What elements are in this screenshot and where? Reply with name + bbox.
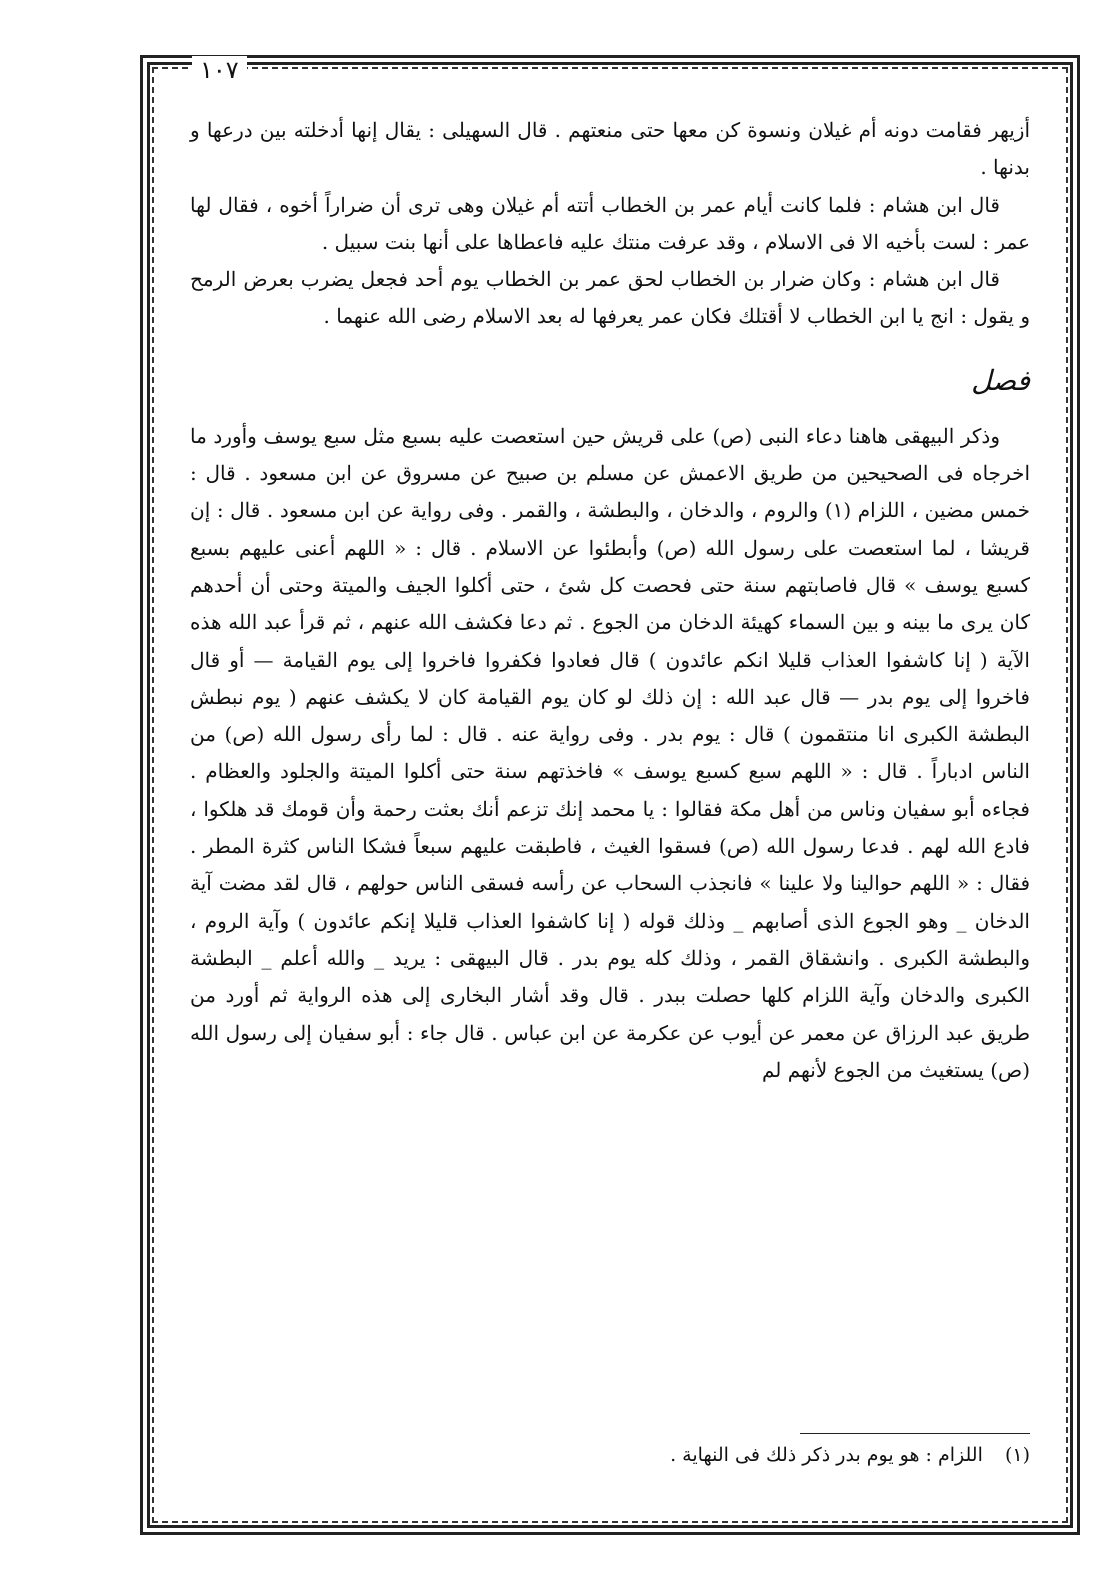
paragraph-2: قال ابن هشام : فلما كانت أيام عمر بن الخطاب أتته أم غيلان وهى ترى أن ضراراً أخوه ، فقال لها عمر : لست بأخيه الا فى الاسلام ، وقد عرفت منتك عليه فاعطاها على أنها بنت سبيل . <box>190 192 1030 254</box>
paragraph-3: قال ابن هشام : وكان ضرار بن الخطاب لحق عمر بن الخطاب يوم أحد فجعل يضرب بعرض الرمح و يقول : انج يا ابن الخطاب لا أقتلك فكان عمر يعرفها له بعد الاسلام رضى الله عنهما . <box>190 267 1030 329</box>
paragraph-1: أزيهر فقامت دونه أم غيلان ونسوة كن معها حتى منعتهم . قال السهيلى : يقال إنها أدخلته بين درعها و بدنها . <box>190 118 1030 180</box>
footnote <box>190 1440 1030 1470</box>
footnote-mark: (١) <box>1004 1444 1030 1466</box>
page-number: ١٠٧ <box>192 56 247 84</box>
footnote-divider <box>800 1433 1030 1434</box>
page-body <box>190 112 1030 1089</box>
paragraph-4: وذكر البيهقى هاهنا دعاء النبى (ص) على قريش حين استعصت عليه بسبع مثل سبع يوسف وأورد ما اخرجاه فى الصحيحين من طريق الاعمش عن مسلم بن صبيح عن مسروق عن ابن مسعود . قال : خمس مضين ، اللزام (١) والروم ، والدخان ، والبطشة ، والقمر . وفى رواية عن ابن مسعود . قال : إن قريشا ، لما استعصت على رسول الله (ص) وأبطئوا عن الاسلام . قال : « اللهم أعنى عليهم بسبع كسبع يوسف » قال فاصابتهم سنة حتى فحصت كل شئ ، حتى أكلوا الجيف والميتة وحتى أن أحدهم كان يرى ما بينه و بين السماء كهيئة الدخان من الجوع . ثم دعا فكشف الله عنهم ، ثم قرأ عبد الله هذه الآية ( إنا كاشفوا العذاب قليلا انكم عائدون ) قال فعادوا فكفروا فاخروا إلى يوم القيامة — أو قال فاخروا إلى يوم بدر — قال عبد الله : إن ذلك لو كان يوم القيامة كان لا يكشف عنهم ( يوم نبطش البطشة الكبرى انا منتقمون ) قال : يوم بدر . وفى رواية عنه . قال : لما رأى رسول الله (ص) من الناس ادباراً . قال : « اللهم سبع كسبع يوسف » فاخذتهم سنة حتى أكلوا الميتة والجلود والعظام . فجاءه أبو سفيان وناس من أهل مكة فقالوا : يا محمد إنك تزعم أنك بعثت رحمة وأن قومك قد هلكوا ، فادع الله لهم . فدعا رسول الله (ص) فسقوا الغيث ، فاطبقت عليهم سبعاً فشكا الناس كثرة المطر . فقال : « اللهم حوالينا ولا علينا » فانجذب السحاب عن رأسه فسقى الناس حولهم ، قال لقد مضت آية الدخان _ وهو الجوع الذى أصابهم _ وذلك قوله ( إنا كاشفوا العذاب قليلا إنكم عائدون ) وآية الروم ، والبطشة الكبرى . وانشقاق القمر ، وذلك كله يوم بدر . قال البيهقى : يريد _ والله أعلم _ البطشة الكبرى والدخان وآية اللزام كلها حصلت ببدر . قال وقد أشار البخارى إلى هذه الرواية ثم أورد من طريق عبد الرزاق عن معمر عن أيوب عن عكرمة عن ابن عباس . قال جاء : أبو سفيان إلى رسول الله (ص) يستغيث من الجوع لأنهم لم <box>190 423 1030 1082</box>
footnote-text: اللزام : هو يوم بدر ذكر ذلك فى النهاية . <box>670 1444 983 1466</box>
section-heading: فصل <box>971 363 1030 397</box>
